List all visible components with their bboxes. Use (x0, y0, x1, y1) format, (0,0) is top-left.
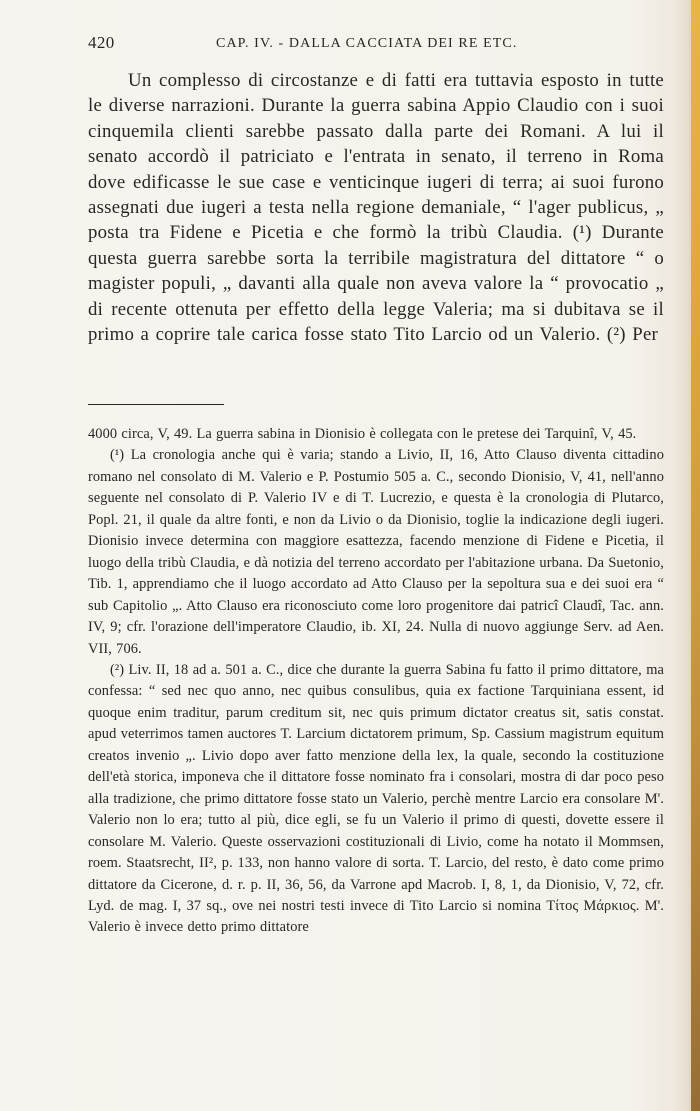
page-header (88, 33, 662, 55)
footnotes (88, 424, 664, 939)
footnote-2: (²) Liv. II, 18 ad a. 501 a. C., dice che durante la guerra Sabina fu fatto il primo dittatore, ma confessa: “ sed nec quo anno, nec quibus consulibus, quia ex factione Tarquiniana essent, id quoque enim traditur, parum creditum sit, nec quis primum dictator creatus sit, satis constat. apud veterrimos tamen auctores T. Larcium dictatorem primum, Sp. Cassium magistrum equitum creatos invenio „. Livio dopo aver fatto menzione della lex, la quale, secondo la costituzione dell'età storica, imponeva che il dittatore fosse nominato fra i consolari, mostra di dar poco peso alla tradizione, che primo dittatore fosse stato un Valerio, perchè mentre Larcio era consolare M'. Valerio non lo era; tutto al più, dice egli, se fu un Valerio il primo di questi, dovette essere il consolare M. Valerio. Queste osservazioni costituzionali di Livio, come ha notato il Mommsen, roem. Staatsrecht, II², p. 133, non hanno valore di sorta. T. Larcio, del resto, è dato come primo dittatore da Cicerone, d. r. p. II, 36, 56, da Varrone apd Macrob. I, 8, 1, da Dionisio, V, 72, cfr. Lyd. de mag. I, 37 sq., ove nei nostri testi invece di Tito Larcio si nomina Τίτος Μάρκιος. M'. Valerio è invece detto primo dittatore (88, 661, 664, 936)
footnote-1: (¹) La cronologia anche qui è varia; stando a Livio, II, 16, Atto Clauso diventa cittadino romano nel consolato di M. Valerio e P. Postumio 505 a. C., secondo Dionisio, V, 41, nell'anno seguente nel consolato di P. Valerio IV e di T. Lucrezio, e questa è la cronologia di Plutarco, Popl. 21, il quale da altre fonti, e non da Livio o da Dionisio, toglie la indicazione degli iugeri. Dionisio invece determina con maggiore esattezza, facendo menzione di Fidene e Picetia, il luogo della tribù Claudia, e dà notizia del terreno accordato per l'abitazione urbana. Da Suetonio, Tib. 1, apprendiamo che il luogo accordato ad Atto Clauso per la sepoltura sua e dei suoi era “ sub Capitolio „. Atto Clauso era riconosciuto come loro progenitore dai patricî Claudî, Tac. ann. IV, 9; cfr. l'orazione dell'imperatore Claudio, ib. XI, 24. Nulla di nuovo aggiunge Serv. ad Aen. VII, 706. (88, 447, 664, 657)
running-head: CAP. IV. - DALLA CACCIATA DEI RE ETC. (216, 36, 518, 51)
footnote-continuation: 4000 circa, V, 49. La guerra sabina in Dionisio è collegata con le pretese dei Tarquinî, V, 45. (88, 426, 637, 442)
page-edge (691, 0, 700, 1111)
main-text: Un complesso di circostanze e di fatti era tuttavia esposto in tutte le diverse narrazioni. Durante la guerra sabina Appio Claudio con i suoi cinquemila clienti sarebbe passato dalla parte dei Romani. A lui il senato accordò il patriciato e l'entrata in senato, il terreno in Roma dove edificasse le sue case e venticinque iugeri di terra; ai suoi furono assegnati due iugeri a testa nella regione demaniale, “ l'ager publicus, „ posta tra Fidene e Picetia e che formò la tribù Claudia. (¹) Durante questa guerra sarebbe sorta la terribile magistratura del dittatore “ o magister populi, „ davanti alla quale non aveva valore la “ provocatio „ di recente ottenuta per effetto della legge Valeria; ma si dubitava se il primo a coprire tale carica fosse stato Tito Larcio od un Valerio. (²) Per (88, 70, 664, 346)
page-number: 420 (88, 33, 115, 52)
footnote-rule (88, 404, 224, 405)
